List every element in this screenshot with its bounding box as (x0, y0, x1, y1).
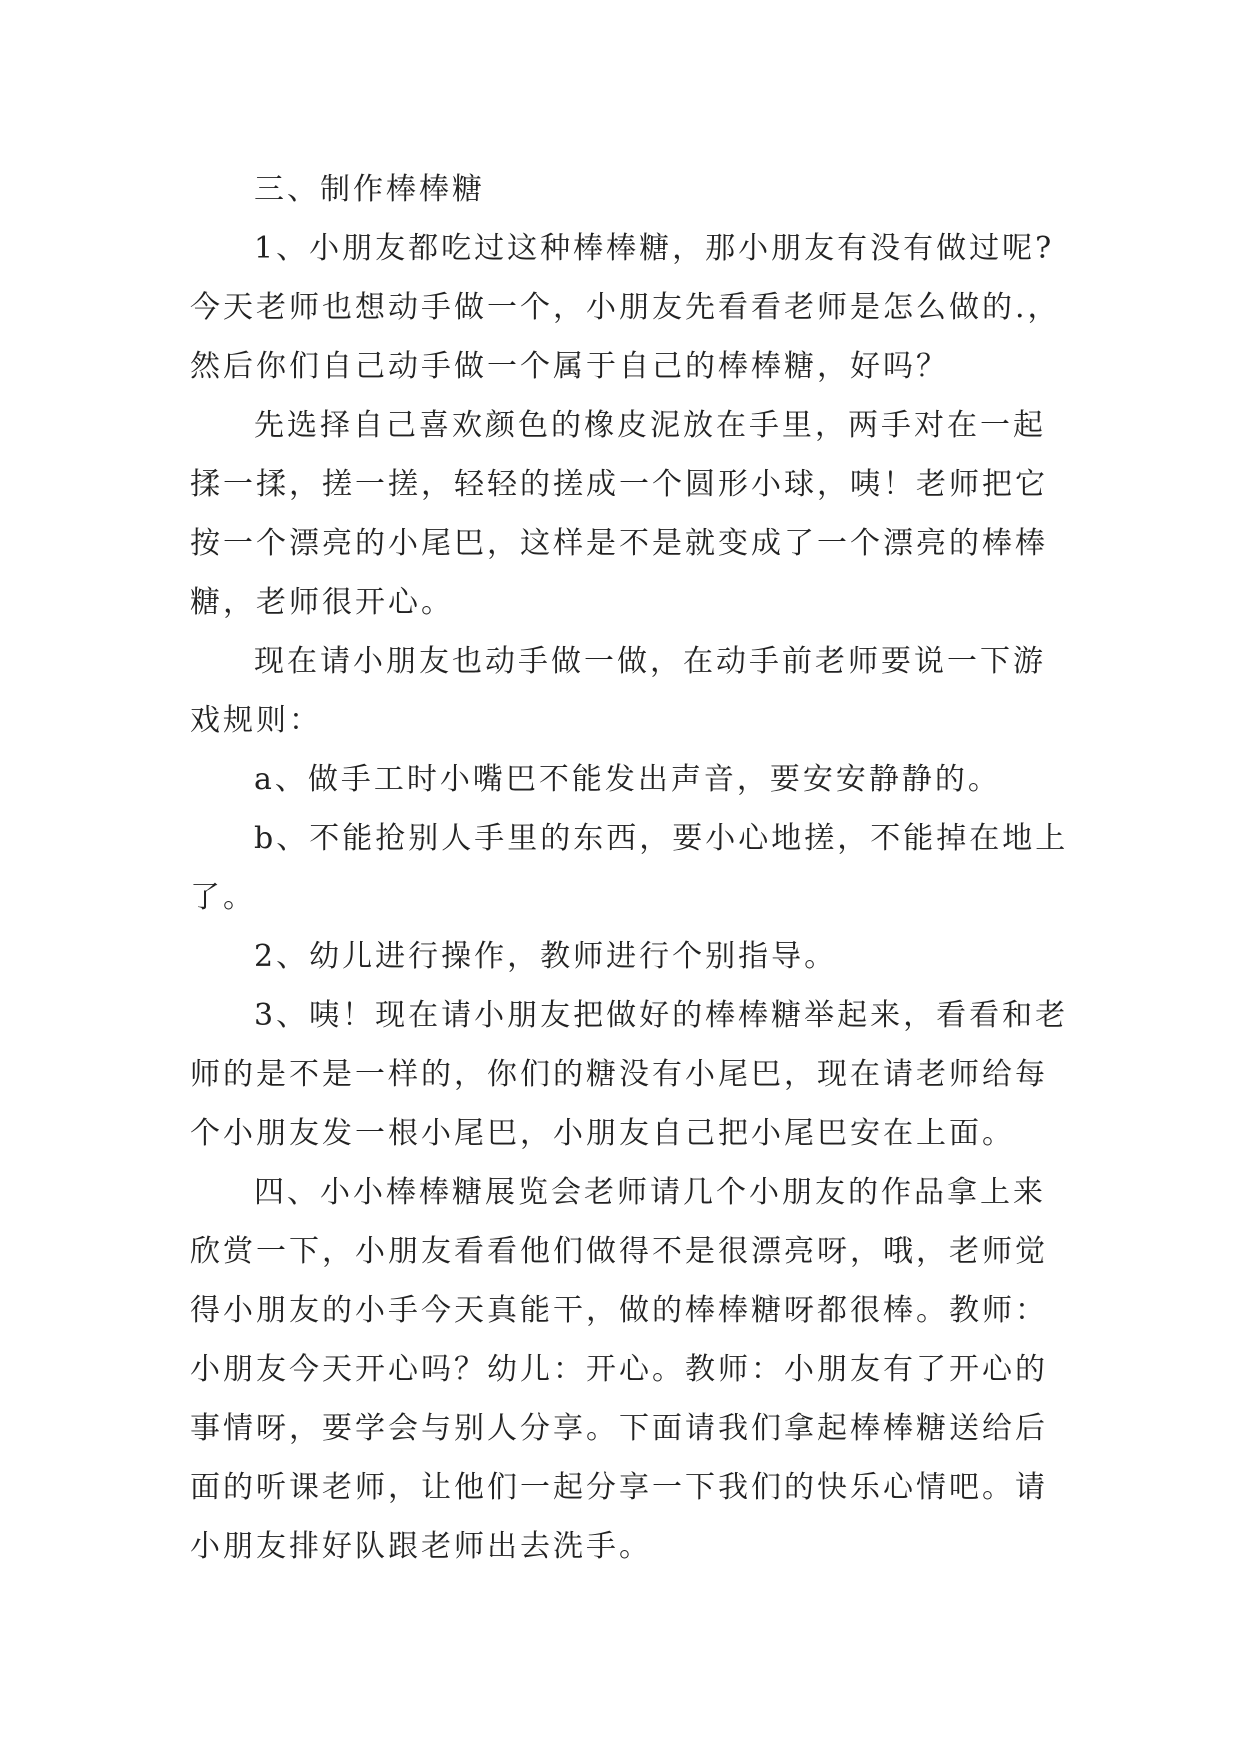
paragraph: 3、咦！现在请小朋友把做好的棒棒糖举起来，看看和老师的是不是一样的，你们的糖没有小尾巴，现在请老师给每个小朋友发一根小尾巴，小朋友自己把小尾巴安在上面。 (190, 998, 1069, 1151)
paragraph: 现在请小朋友也动手做一做，在动手前老师要说一下游戏规则： (190, 644, 1046, 738)
paragraph: 四、小小棒棒糖展览会老师请几个小朋友的作品拿上来欣赏一下，小朋友看看他们做得不是很漂亮呀，哦，老师觉得小朋友的小手今天真能干，做的棒棒糖呀都很棒。教师：小朋友今天开心吗？幼儿：开心。教师：小朋友有了开心的事情呀，要学会与别人分享。下面请我们拿起棒棒糖送给后面的听课老师，让他们一起分享一下我们的快乐心情吧。请小朋友排好队跟老师出去洗手。 (190, 1175, 1048, 1564)
section-heading: 三、制作棒棒糖 (254, 172, 485, 207)
document-body (190, 160, 1070, 1576)
paragraph: 1、小朋友都吃过这种棒棒糖，那小朋友有没有做过呢?今天老师也想动手做一个，小朋友先看看老师是怎么做的.，然后你们自己动手做一个属于自己的棒棒糖，好吗？ (190, 231, 1061, 384)
paragraph: 先选择自己喜欢颜色的橡皮泥放在手里，两手对在一起揉一揉，搓一搓，轻轻的搓成一个圆形小球，咦！老师把它按一个漂亮的小尾巴，这样是不是就变成了一个漂亮的棒棒糖，老师很开心。 (190, 408, 1048, 620)
rule-item: b、不能抢别人手里的东西，要小心地搓，不能掉在地上了。 (190, 821, 1069, 915)
paragraph: 2、幼儿进行操作，教师进行个别指导。 (254, 939, 838, 974)
rule-item: a、做手工时小嘴巴不能发出声音，要安安静静的。 (254, 762, 1001, 797)
